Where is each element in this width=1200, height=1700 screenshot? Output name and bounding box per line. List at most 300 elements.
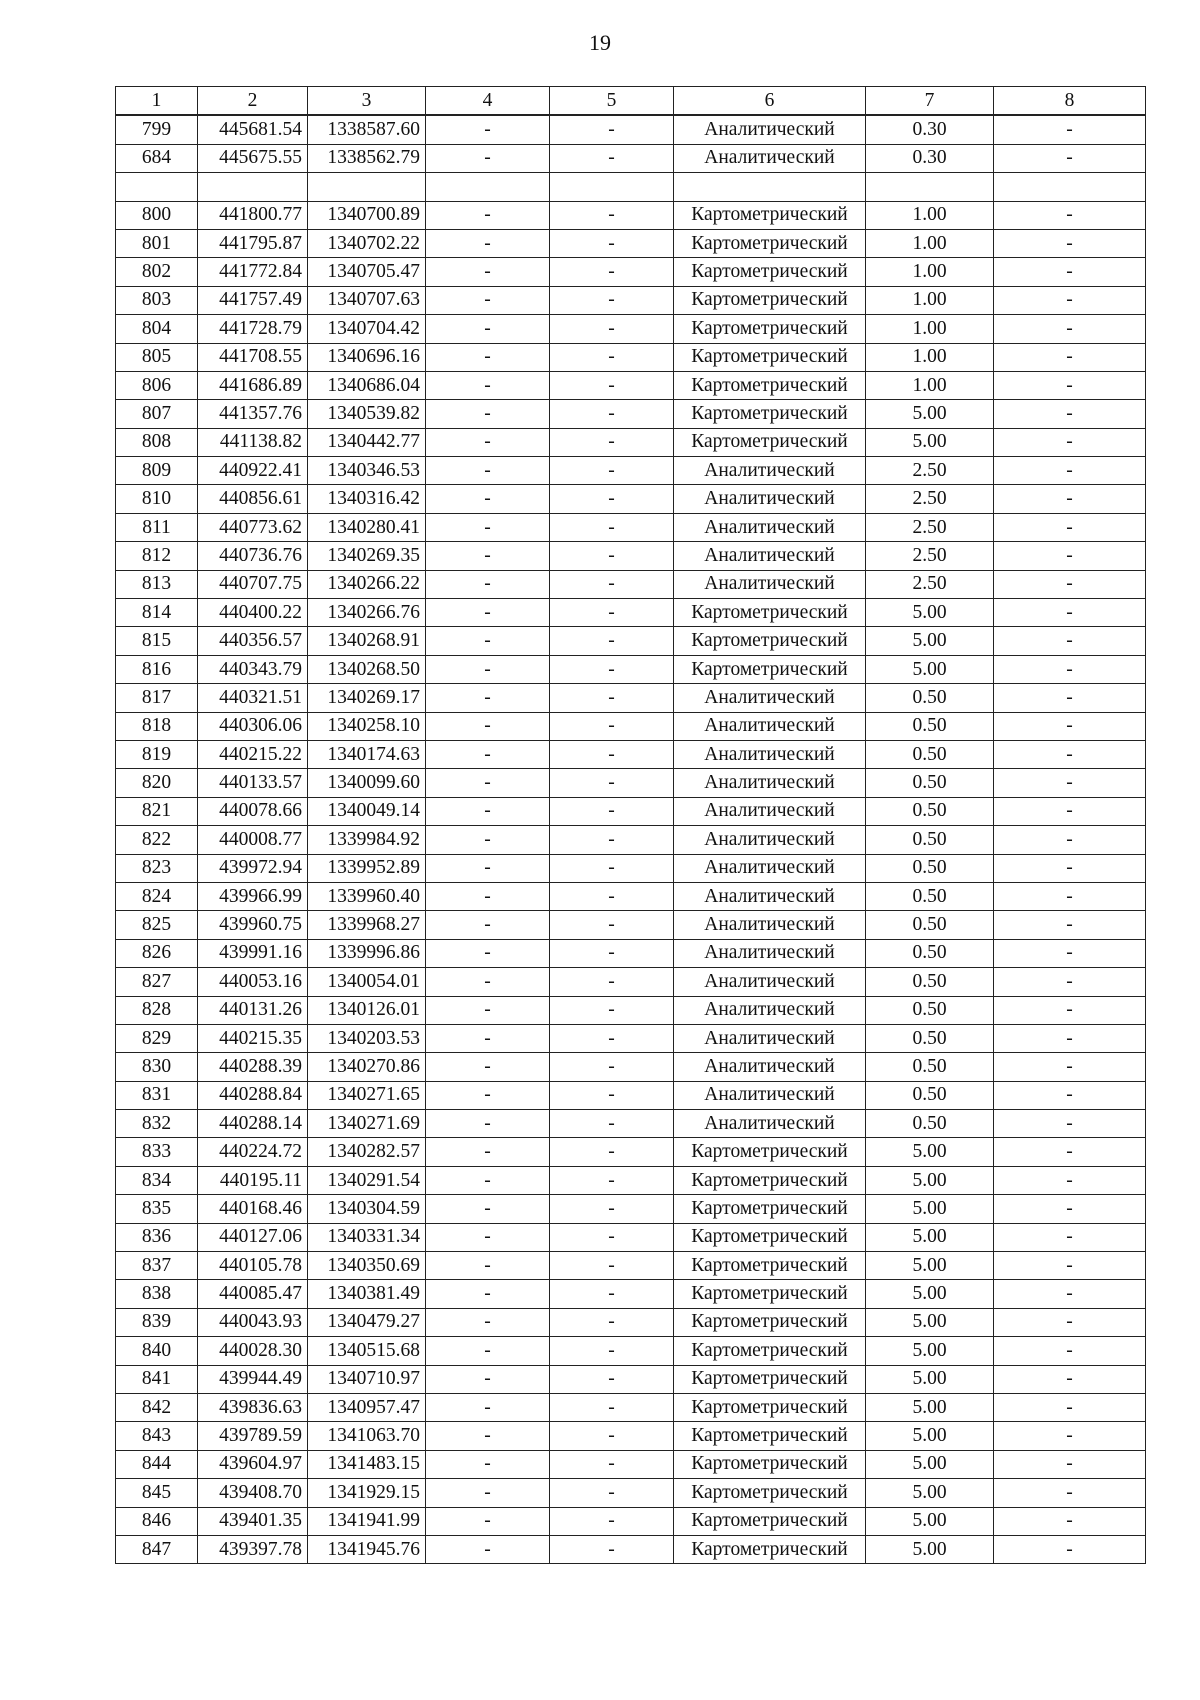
point-number-cell: 834 bbox=[116, 1166, 198, 1194]
col5-cell: - bbox=[550, 1450, 674, 1478]
accuracy-cell: 5.00 bbox=[866, 1308, 994, 1336]
method-cell: Аналитический bbox=[674, 115, 866, 144]
accuracy-cell: 1.00 bbox=[866, 286, 994, 314]
col8-cell: - bbox=[994, 1280, 1146, 1308]
accuracy-cell: 0.50 bbox=[866, 769, 994, 797]
point-number-cell: 814 bbox=[116, 599, 198, 627]
col8-cell: - bbox=[994, 740, 1146, 768]
x-coordinate-cell: 439836.63 bbox=[198, 1393, 308, 1421]
col8-cell: - bbox=[994, 229, 1146, 257]
x-coordinate-cell: 441800.77 bbox=[198, 201, 308, 229]
x-coordinate-cell: 440105.78 bbox=[198, 1252, 308, 1280]
y-coordinate-cell: 1339960.40 bbox=[308, 882, 426, 910]
x-coordinate-cell: 445681.54 bbox=[198, 115, 308, 144]
x-coordinate-cell: 441728.79 bbox=[198, 315, 308, 343]
table-row bbox=[116, 1166, 1146, 1194]
col5-cell: - bbox=[550, 570, 674, 598]
method-cell: Картометрический bbox=[674, 1138, 866, 1166]
col5-cell: - bbox=[550, 968, 674, 996]
col8-cell: - bbox=[994, 542, 1146, 570]
x-coordinate-cell: 440043.93 bbox=[198, 1308, 308, 1336]
y-coordinate-cell: 1340269.17 bbox=[308, 684, 426, 712]
y-coordinate-cell: 1340346.53 bbox=[308, 457, 426, 485]
table-row bbox=[116, 627, 1146, 655]
table-row bbox=[116, 1535, 1146, 1563]
y-coordinate-cell: 1340350.69 bbox=[308, 1252, 426, 1280]
accuracy-cell: 5.00 bbox=[866, 1337, 994, 1365]
point-number-cell: 836 bbox=[116, 1223, 198, 1251]
x-coordinate-cell: 440131.26 bbox=[198, 996, 308, 1024]
col4-cell: - bbox=[426, 1507, 550, 1535]
col4-cell: - bbox=[426, 712, 550, 740]
x-coordinate-cell: 441757.49 bbox=[198, 286, 308, 314]
accuracy-cell: 0.50 bbox=[866, 911, 994, 939]
table-row bbox=[116, 258, 1146, 286]
col4-cell: - bbox=[426, 1223, 550, 1251]
col4-cell: - bbox=[426, 1393, 550, 1421]
col4-cell: - bbox=[426, 968, 550, 996]
col8-cell: - bbox=[994, 144, 1146, 172]
point-number-cell: 819 bbox=[116, 740, 198, 768]
x-coordinate-cell: 440400.22 bbox=[198, 599, 308, 627]
col8-cell: - bbox=[994, 854, 1146, 882]
col4-cell: - bbox=[426, 1195, 550, 1223]
col5-cell: - bbox=[550, 655, 674, 683]
point-number-cell: 825 bbox=[116, 911, 198, 939]
method-cell: Картометрический bbox=[674, 1223, 866, 1251]
col8-cell: - bbox=[994, 343, 1146, 371]
method-cell: Аналитический bbox=[674, 457, 866, 485]
y-coordinate-cell: 1340203.53 bbox=[308, 1024, 426, 1052]
method-cell: Картометрический bbox=[674, 201, 866, 229]
col4-cell: - bbox=[426, 1308, 550, 1336]
col4-cell: - bbox=[426, 797, 550, 825]
y-coordinate-cell: 1340049.14 bbox=[308, 797, 426, 825]
table-row bbox=[116, 1280, 1146, 1308]
method-cell: Картометрический bbox=[674, 1450, 866, 1478]
x-coordinate-cell: 440053.16 bbox=[198, 968, 308, 996]
col8-cell bbox=[994, 173, 1146, 201]
col8-cell: - bbox=[994, 684, 1146, 712]
point-number-cell: 801 bbox=[116, 229, 198, 257]
col8-cell: - bbox=[994, 826, 1146, 854]
col8-cell: - bbox=[994, 201, 1146, 229]
col4-cell: - bbox=[426, 996, 550, 1024]
col5-cell: - bbox=[550, 1535, 674, 1563]
method-cell bbox=[674, 173, 866, 201]
table-row bbox=[116, 144, 1146, 172]
col5-cell: - bbox=[550, 457, 674, 485]
point-number-cell: 824 bbox=[116, 882, 198, 910]
table-row bbox=[116, 1507, 1146, 1535]
column-header: 1 bbox=[116, 87, 198, 116]
col4-cell: - bbox=[426, 627, 550, 655]
accuracy-cell: 0.50 bbox=[866, 854, 994, 882]
col5-cell: - bbox=[550, 1422, 674, 1450]
accuracy-cell: 5.00 bbox=[866, 400, 994, 428]
method-cell: Картометрический bbox=[674, 627, 866, 655]
col4-cell: - bbox=[426, 740, 550, 768]
point-number-cell: 838 bbox=[116, 1280, 198, 1308]
x-coordinate-cell: 440133.57 bbox=[198, 769, 308, 797]
point-number-cell: 807 bbox=[116, 400, 198, 428]
point-number-cell: 826 bbox=[116, 939, 198, 967]
x-coordinate-cell: 440922.41 bbox=[198, 457, 308, 485]
col4-cell: - bbox=[426, 911, 550, 939]
x-coordinate-cell: 440085.47 bbox=[198, 1280, 308, 1308]
col4-cell: - bbox=[426, 400, 550, 428]
y-coordinate-cell: 1340442.77 bbox=[308, 428, 426, 456]
col5-cell: - bbox=[550, 1308, 674, 1336]
x-coordinate-cell: 441138.82 bbox=[198, 428, 308, 456]
col4-cell: - bbox=[426, 1110, 550, 1138]
col4-cell: - bbox=[426, 570, 550, 598]
col8-cell: - bbox=[994, 911, 1146, 939]
table-row bbox=[116, 1024, 1146, 1052]
col5-cell: - bbox=[550, 115, 674, 144]
method-cell: Картометрический bbox=[674, 1337, 866, 1365]
y-coordinate-cell: 1340331.34 bbox=[308, 1223, 426, 1251]
point-number-cell: 817 bbox=[116, 684, 198, 712]
col8-cell: - bbox=[994, 1337, 1146, 1365]
col4-cell: - bbox=[426, 1422, 550, 1450]
y-coordinate-cell: 1340291.54 bbox=[308, 1166, 426, 1194]
point-number-cell: 832 bbox=[116, 1110, 198, 1138]
method-cell: Аналитический bbox=[674, 797, 866, 825]
col5-cell: - bbox=[550, 144, 674, 172]
col5-cell: - bbox=[550, 1138, 674, 1166]
col5-cell: - bbox=[550, 1024, 674, 1052]
col4-cell: - bbox=[426, 513, 550, 541]
col5-cell: - bbox=[550, 1195, 674, 1223]
table-row bbox=[116, 655, 1146, 683]
accuracy-cell bbox=[866, 173, 994, 201]
col8-cell: - bbox=[994, 996, 1146, 1024]
accuracy-cell: 5.00 bbox=[866, 1393, 994, 1421]
method-cell: Картометрический bbox=[674, 1280, 866, 1308]
y-coordinate-cell: 1341929.15 bbox=[308, 1479, 426, 1507]
x-coordinate-cell: 439604.97 bbox=[198, 1450, 308, 1478]
point-number-cell: 809 bbox=[116, 457, 198, 485]
accuracy-cell: 0.50 bbox=[866, 1081, 994, 1109]
accuracy-cell: 5.00 bbox=[866, 1535, 994, 1563]
col4-cell: - bbox=[426, 882, 550, 910]
table-row bbox=[116, 286, 1146, 314]
col4-cell: - bbox=[426, 1450, 550, 1478]
table-row bbox=[116, 485, 1146, 513]
method-cell: Картометрический bbox=[674, 1422, 866, 1450]
col5-cell: - bbox=[550, 485, 674, 513]
method-cell: Аналитический bbox=[674, 485, 866, 513]
col5-cell: - bbox=[550, 911, 674, 939]
table-row bbox=[116, 1223, 1146, 1251]
col4-cell: - bbox=[426, 542, 550, 570]
col4-cell: - bbox=[426, 826, 550, 854]
point-number-cell: 813 bbox=[116, 570, 198, 598]
point-number-cell: 810 bbox=[116, 485, 198, 513]
point-number-cell: 684 bbox=[116, 144, 198, 172]
x-coordinate-cell: 441772.84 bbox=[198, 258, 308, 286]
col8-cell: - bbox=[994, 428, 1146, 456]
table-row bbox=[116, 684, 1146, 712]
point-number-cell: 805 bbox=[116, 343, 198, 371]
method-cell: Картометрический bbox=[674, 1166, 866, 1194]
table-row bbox=[116, 1195, 1146, 1223]
col5-cell: - bbox=[550, 882, 674, 910]
col5-cell: - bbox=[550, 1479, 674, 1507]
col8-cell: - bbox=[994, 1053, 1146, 1081]
col8-cell: - bbox=[994, 1479, 1146, 1507]
table-row bbox=[116, 968, 1146, 996]
col5-cell: - bbox=[550, 1280, 674, 1308]
point-number-cell: 837 bbox=[116, 1252, 198, 1280]
col5-cell: - bbox=[550, 797, 674, 825]
col8-cell: - bbox=[994, 968, 1146, 996]
accuracy-cell: 0.50 bbox=[866, 1053, 994, 1081]
y-coordinate-cell: 1340381.49 bbox=[308, 1280, 426, 1308]
y-coordinate-cell: 1341945.76 bbox=[308, 1535, 426, 1563]
y-coordinate-cell: 1340696.16 bbox=[308, 343, 426, 371]
table-row bbox=[116, 428, 1146, 456]
method-cell: Аналитический bbox=[674, 769, 866, 797]
col4-cell: - bbox=[426, 485, 550, 513]
method-cell: Аналитический bbox=[674, 1024, 866, 1052]
accuracy-cell: 0.50 bbox=[866, 939, 994, 967]
method-cell: Картометрический bbox=[674, 371, 866, 399]
x-coordinate-cell: 440343.79 bbox=[198, 655, 308, 683]
col4-cell: - bbox=[426, 769, 550, 797]
x-coordinate-cell: 440288.84 bbox=[198, 1081, 308, 1109]
col8-cell: - bbox=[994, 400, 1146, 428]
col8-cell: - bbox=[994, 115, 1146, 144]
point-number-cell: 812 bbox=[116, 542, 198, 570]
y-coordinate-cell: 1340515.68 bbox=[308, 1337, 426, 1365]
method-cell: Картометрический bbox=[674, 1365, 866, 1393]
col4-cell: - bbox=[426, 229, 550, 257]
point-number-cell: 800 bbox=[116, 201, 198, 229]
column-header: 6 bbox=[674, 87, 866, 116]
col4-cell: - bbox=[426, 655, 550, 683]
col5-cell: - bbox=[550, 599, 674, 627]
table-row bbox=[116, 911, 1146, 939]
method-cell: Картометрический bbox=[674, 655, 866, 683]
method-cell: Аналитический bbox=[674, 882, 866, 910]
y-coordinate-cell: 1340280.41 bbox=[308, 513, 426, 541]
col5-cell: - bbox=[550, 400, 674, 428]
y-coordinate-cell: 1340957.47 bbox=[308, 1393, 426, 1421]
col5-cell: - bbox=[550, 542, 674, 570]
method-cell: Аналитический bbox=[674, 939, 866, 967]
col4-cell: - bbox=[426, 1365, 550, 1393]
point-number-cell: 831 bbox=[116, 1081, 198, 1109]
x-coordinate-cell: 441686.89 bbox=[198, 371, 308, 399]
y-coordinate-cell: 1340686.04 bbox=[308, 371, 426, 399]
x-coordinate-cell: 440215.35 bbox=[198, 1024, 308, 1052]
method-cell: Картометрический bbox=[674, 1507, 866, 1535]
col5-cell: - bbox=[550, 939, 674, 967]
y-coordinate-cell: 1340700.89 bbox=[308, 201, 426, 229]
col5-cell: - bbox=[550, 371, 674, 399]
table-row bbox=[116, 996, 1146, 1024]
table-row bbox=[116, 1479, 1146, 1507]
col5-cell: - bbox=[550, 627, 674, 655]
point-number-cell: 846 bbox=[116, 1507, 198, 1535]
col5-cell: - bbox=[550, 258, 674, 286]
point-number-cell: 840 bbox=[116, 1337, 198, 1365]
point-number-cell: 829 bbox=[116, 1024, 198, 1052]
method-cell: Картометрический bbox=[674, 1252, 866, 1280]
page-number: 19 bbox=[589, 30, 611, 55]
y-coordinate-cell: 1340174.63 bbox=[308, 740, 426, 768]
col4-cell bbox=[426, 173, 550, 201]
x-coordinate-cell: 440306.06 bbox=[198, 712, 308, 740]
table-row bbox=[116, 542, 1146, 570]
y-coordinate-cell: 1339984.92 bbox=[308, 826, 426, 854]
col4-cell: - bbox=[426, 599, 550, 627]
x-coordinate-cell: 440856.61 bbox=[198, 485, 308, 513]
point-number-cell: 808 bbox=[116, 428, 198, 456]
point-number-cell: 845 bbox=[116, 1479, 198, 1507]
col5-cell: - bbox=[550, 854, 674, 882]
x-coordinate-cell: 440356.57 bbox=[198, 627, 308, 655]
x-coordinate-cell: 440736.76 bbox=[198, 542, 308, 570]
table-row bbox=[116, 371, 1146, 399]
method-cell: Аналитический bbox=[674, 1110, 866, 1138]
point-number-cell: 823 bbox=[116, 854, 198, 882]
table-row bbox=[116, 1365, 1146, 1393]
x-coordinate-cell: 440288.39 bbox=[198, 1053, 308, 1081]
col8-cell: - bbox=[994, 1393, 1146, 1421]
table-row bbox=[116, 173, 1146, 201]
col4-cell: - bbox=[426, 1166, 550, 1194]
point-number-cell: 842 bbox=[116, 1393, 198, 1421]
x-coordinate-cell: 440773.62 bbox=[198, 513, 308, 541]
accuracy-cell: 5.00 bbox=[866, 1252, 994, 1280]
method-cell: Картометрический bbox=[674, 1195, 866, 1223]
accuracy-cell: 5.00 bbox=[866, 655, 994, 683]
col4-cell: - bbox=[426, 371, 550, 399]
point-number-cell: 844 bbox=[116, 1450, 198, 1478]
col8-cell: - bbox=[994, 1223, 1146, 1251]
column-header: 5 bbox=[550, 87, 674, 116]
table-row bbox=[116, 769, 1146, 797]
accuracy-cell: 5.00 bbox=[866, 1507, 994, 1535]
x-coordinate-cell: 440215.22 bbox=[198, 740, 308, 768]
method-cell: Аналитический bbox=[674, 144, 866, 172]
y-coordinate-cell: 1339968.27 bbox=[308, 911, 426, 939]
accuracy-cell: 1.00 bbox=[866, 343, 994, 371]
col5-cell: - bbox=[550, 229, 674, 257]
accuracy-cell: 5.00 bbox=[866, 1422, 994, 1450]
method-cell: Картометрический bbox=[674, 1393, 866, 1421]
point-number-cell: 804 bbox=[116, 315, 198, 343]
accuracy-cell: 5.00 bbox=[866, 599, 994, 627]
col4-cell: - bbox=[426, 939, 550, 967]
y-coordinate-cell: 1340099.60 bbox=[308, 769, 426, 797]
x-coordinate-cell: 439397.78 bbox=[198, 1535, 308, 1563]
col5-cell: - bbox=[550, 684, 674, 712]
accuracy-cell: 5.00 bbox=[866, 1365, 994, 1393]
y-coordinate-cell: 1341063.70 bbox=[308, 1422, 426, 1450]
col5-cell: - bbox=[550, 428, 674, 456]
y-coordinate-cell: 1340258.10 bbox=[308, 712, 426, 740]
col8-cell: - bbox=[994, 1081, 1146, 1109]
x-coordinate-cell: 441708.55 bbox=[198, 343, 308, 371]
column-header: 2 bbox=[198, 87, 308, 116]
table-row bbox=[116, 1081, 1146, 1109]
y-coordinate-cell: 1341483.15 bbox=[308, 1450, 426, 1478]
table-row bbox=[116, 229, 1146, 257]
col4-cell: - bbox=[426, 1053, 550, 1081]
table-row bbox=[116, 513, 1146, 541]
method-cell: Аналитический bbox=[674, 570, 866, 598]
x-coordinate-cell: 440078.66 bbox=[198, 797, 308, 825]
column-header: 3 bbox=[308, 87, 426, 116]
col8-cell: - bbox=[994, 1110, 1146, 1138]
col8-cell: - bbox=[994, 1450, 1146, 1478]
accuracy-cell: 0.50 bbox=[866, 797, 994, 825]
col8-cell: - bbox=[994, 712, 1146, 740]
x-coordinate-cell: 440127.06 bbox=[198, 1223, 308, 1251]
x-coordinate-cell: 440028.30 bbox=[198, 1337, 308, 1365]
col5-cell: - bbox=[550, 315, 674, 343]
point-number-cell: 830 bbox=[116, 1053, 198, 1081]
table-row bbox=[116, 1053, 1146, 1081]
table-row bbox=[116, 712, 1146, 740]
method-cell: Картометрический bbox=[674, 428, 866, 456]
method-cell: Аналитический bbox=[674, 740, 866, 768]
table-row bbox=[116, 882, 1146, 910]
col5-cell: - bbox=[550, 1053, 674, 1081]
method-cell: Картометрический bbox=[674, 1308, 866, 1336]
accuracy-cell: 0.50 bbox=[866, 996, 994, 1024]
method-cell: Картометрический bbox=[674, 315, 866, 343]
method-cell: Аналитический bbox=[674, 513, 866, 541]
col4-cell: - bbox=[426, 258, 550, 286]
y-coordinate-cell: 1340271.65 bbox=[308, 1081, 426, 1109]
col8-cell: - bbox=[994, 485, 1146, 513]
table-row bbox=[116, 1337, 1146, 1365]
method-cell: Аналитический bbox=[674, 712, 866, 740]
coordinates-table bbox=[115, 86, 1146, 1564]
accuracy-cell: 0.30 bbox=[866, 115, 994, 144]
col8-cell: - bbox=[994, 1195, 1146, 1223]
accuracy-cell: 0.50 bbox=[866, 826, 994, 854]
y-coordinate-cell: 1340316.42 bbox=[308, 485, 426, 513]
col8-cell: - bbox=[994, 882, 1146, 910]
column-header: 8 bbox=[994, 87, 1146, 116]
point-number-cell: 811 bbox=[116, 513, 198, 541]
method-cell: Картометрический bbox=[674, 258, 866, 286]
col4-cell: - bbox=[426, 457, 550, 485]
accuracy-cell: 0.50 bbox=[866, 740, 994, 768]
x-coordinate-cell: 439789.59 bbox=[198, 1422, 308, 1450]
x-coordinate-cell: 439991.16 bbox=[198, 939, 308, 967]
point-number-cell: 802 bbox=[116, 258, 198, 286]
col5-cell: - bbox=[550, 1337, 674, 1365]
col8-cell: - bbox=[994, 1138, 1146, 1166]
method-cell: Аналитический bbox=[674, 684, 866, 712]
x-coordinate-cell: 439972.94 bbox=[198, 854, 308, 882]
col5-cell: - bbox=[550, 826, 674, 854]
point-number-cell: 803 bbox=[116, 286, 198, 314]
x-coordinate-cell: 440008.77 bbox=[198, 826, 308, 854]
y-coordinate-cell bbox=[308, 173, 426, 201]
x-coordinate-cell: 445675.55 bbox=[198, 144, 308, 172]
table-header-row bbox=[116, 87, 1146, 116]
col5-cell: - bbox=[550, 1081, 674, 1109]
point-number-cell: 820 bbox=[116, 769, 198, 797]
